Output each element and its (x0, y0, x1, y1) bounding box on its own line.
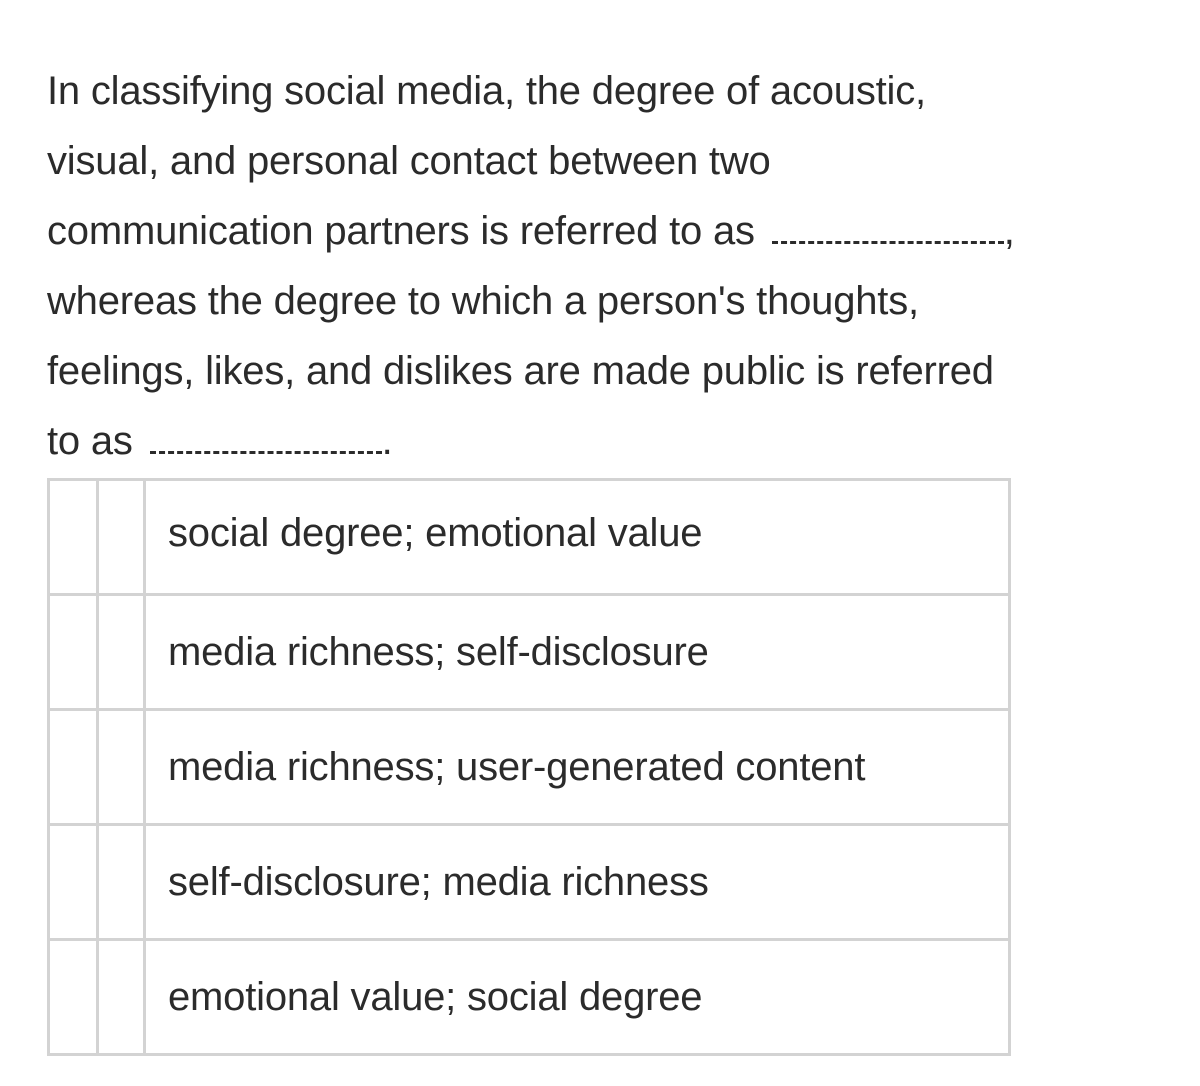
option-checkbox-cell[interactable] (49, 710, 98, 825)
answer-option-row[interactable] (49, 825, 1010, 940)
answer-option-row[interactable] (49, 940, 1010, 1055)
answer-option-row[interactable] (49, 595, 1010, 710)
question-line-text: communication partners is referred to as (47, 209, 755, 253)
option-marker-cell[interactable] (98, 940, 145, 1055)
question-line: In classifying social media, the degree of acoustic, (47, 69, 926, 113)
option-label[interactable]: media richness; self-disclosure (145, 595, 1010, 710)
blank-punctuation: , (1003, 209, 1015, 253)
option-label[interactable]: emotional value; social degree (145, 940, 1010, 1055)
answer-option-row[interactable] (49, 480, 1010, 595)
option-label[interactable]: media richness; user-generated content (145, 710, 1010, 825)
answer-blank-2 (150, 433, 382, 454)
option-checkbox-cell[interactable] (49, 825, 98, 940)
option-marker-cell[interactable] (98, 595, 145, 710)
option-checkbox-cell[interactable] (49, 940, 98, 1055)
answer-options-table (47, 478, 1011, 1056)
question-line: visual, and personal contact between two (47, 139, 771, 183)
option-marker-cell[interactable] (98, 480, 145, 595)
option-checkbox-cell[interactable] (49, 595, 98, 710)
option-label[interactable]: social degree; emotional value (145, 480, 1010, 595)
answer-option-row[interactable] (49, 710, 1010, 825)
question-line-text: to as (47, 419, 133, 463)
answer-blank-1 (772, 223, 1004, 244)
question-text (47, 56, 1167, 476)
option-marker-cell[interactable] (98, 825, 145, 940)
option-marker-cell[interactable] (98, 710, 145, 825)
blank-punctuation: . (381, 419, 393, 463)
option-checkbox-cell[interactable] (49, 480, 98, 595)
option-label[interactable]: self-disclosure; media richness (145, 825, 1010, 940)
question-line (47, 196, 1167, 266)
question-line (47, 406, 1167, 476)
question-line: whereas the degree to which a person's thoughts, (47, 279, 919, 323)
question-line: feelings, likes, and dislikes are made public is referred (47, 349, 994, 393)
